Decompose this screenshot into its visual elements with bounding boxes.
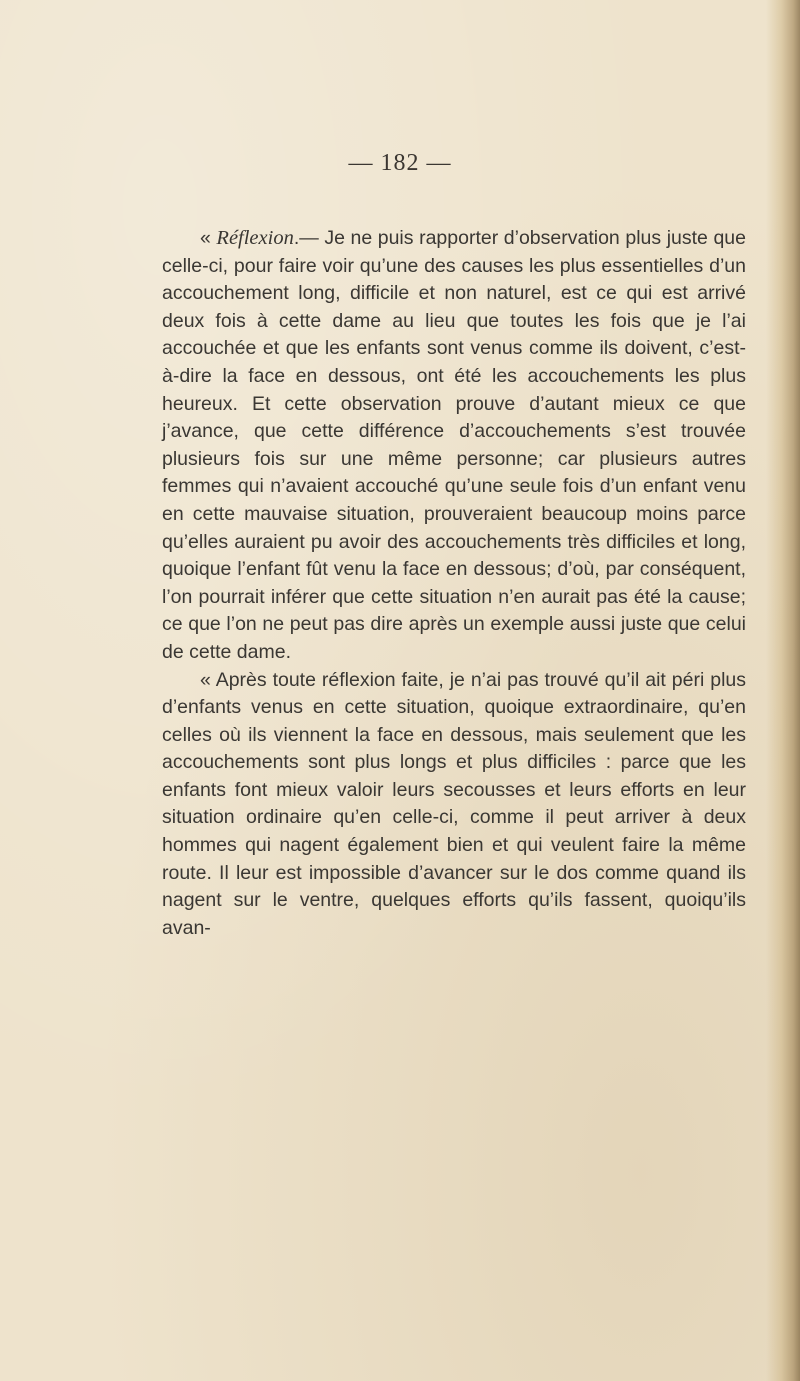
page-number: — 182 — [348,150,452,176]
opening-quote: « [200,227,217,249]
paragraph-reflexion [162,225,746,667]
body-text [162,225,746,942]
paragraph-apres: « Après toute réflexion faite, je n’ai pas trouvé qu’il ait péri plus d’enfants venus en cette situation, quoique extraordinaire, qu’en celles où ils viennent la face en dessous, mais seulement que les accouchements sont plus longs et plus difficiles : parce que les enfants font mieux valoir leurs secousses et leurs efforts en leur situation ordinaire qu’en celle-ci, comme il peut arriver à deux hommes qui nagent également bien et qui veulent faire la même route. Il leur est impossible d’avancer sur le dos comme quand ils nagent sur le ventre, quelques efforts qu’ils fassent, quoiqu’ils avan- [162,668,746,939]
reflexion-heading: Réflexion [216,227,294,249]
page-edge-shadow [766,0,800,1381]
paragraph-text: .— Je ne puis rapporter d’observation plus juste que celle-ci, pour faire voir qu’une des causes les plus essentielles d’un accouchement long, difficile et non naturel, est ce qui est arrivé deux fois à cette dame au lieu que toutes les fois que je l’ai accouchée et que les enfants sont venus comme ils doivent, c’est-à-dire la face en dessous, ont été les accouchements les plus heureux. Et cette observation prouve d’autant mieux ce que j’avance, que cette différence d’accouchements s’est trouvée plusieurs fois sur une même personne; car plusieurs autres femmes qui n’avaient accouché qu’une seule fois d’un enfant venu en cette mauvaise situation, prouveraient beaucoup moins parce qu’elles auraient pu avoir des accouchements très difficiles et long, quoique l’enfant fût venu la face en dessous; d’où, par conséquent, l’on pourrait inférer que cette situation n’en aurait pas été la cause; ce que l’on ne peut pas dire après un exemple aussi juste que celui de cette dame. [162,227,746,663]
